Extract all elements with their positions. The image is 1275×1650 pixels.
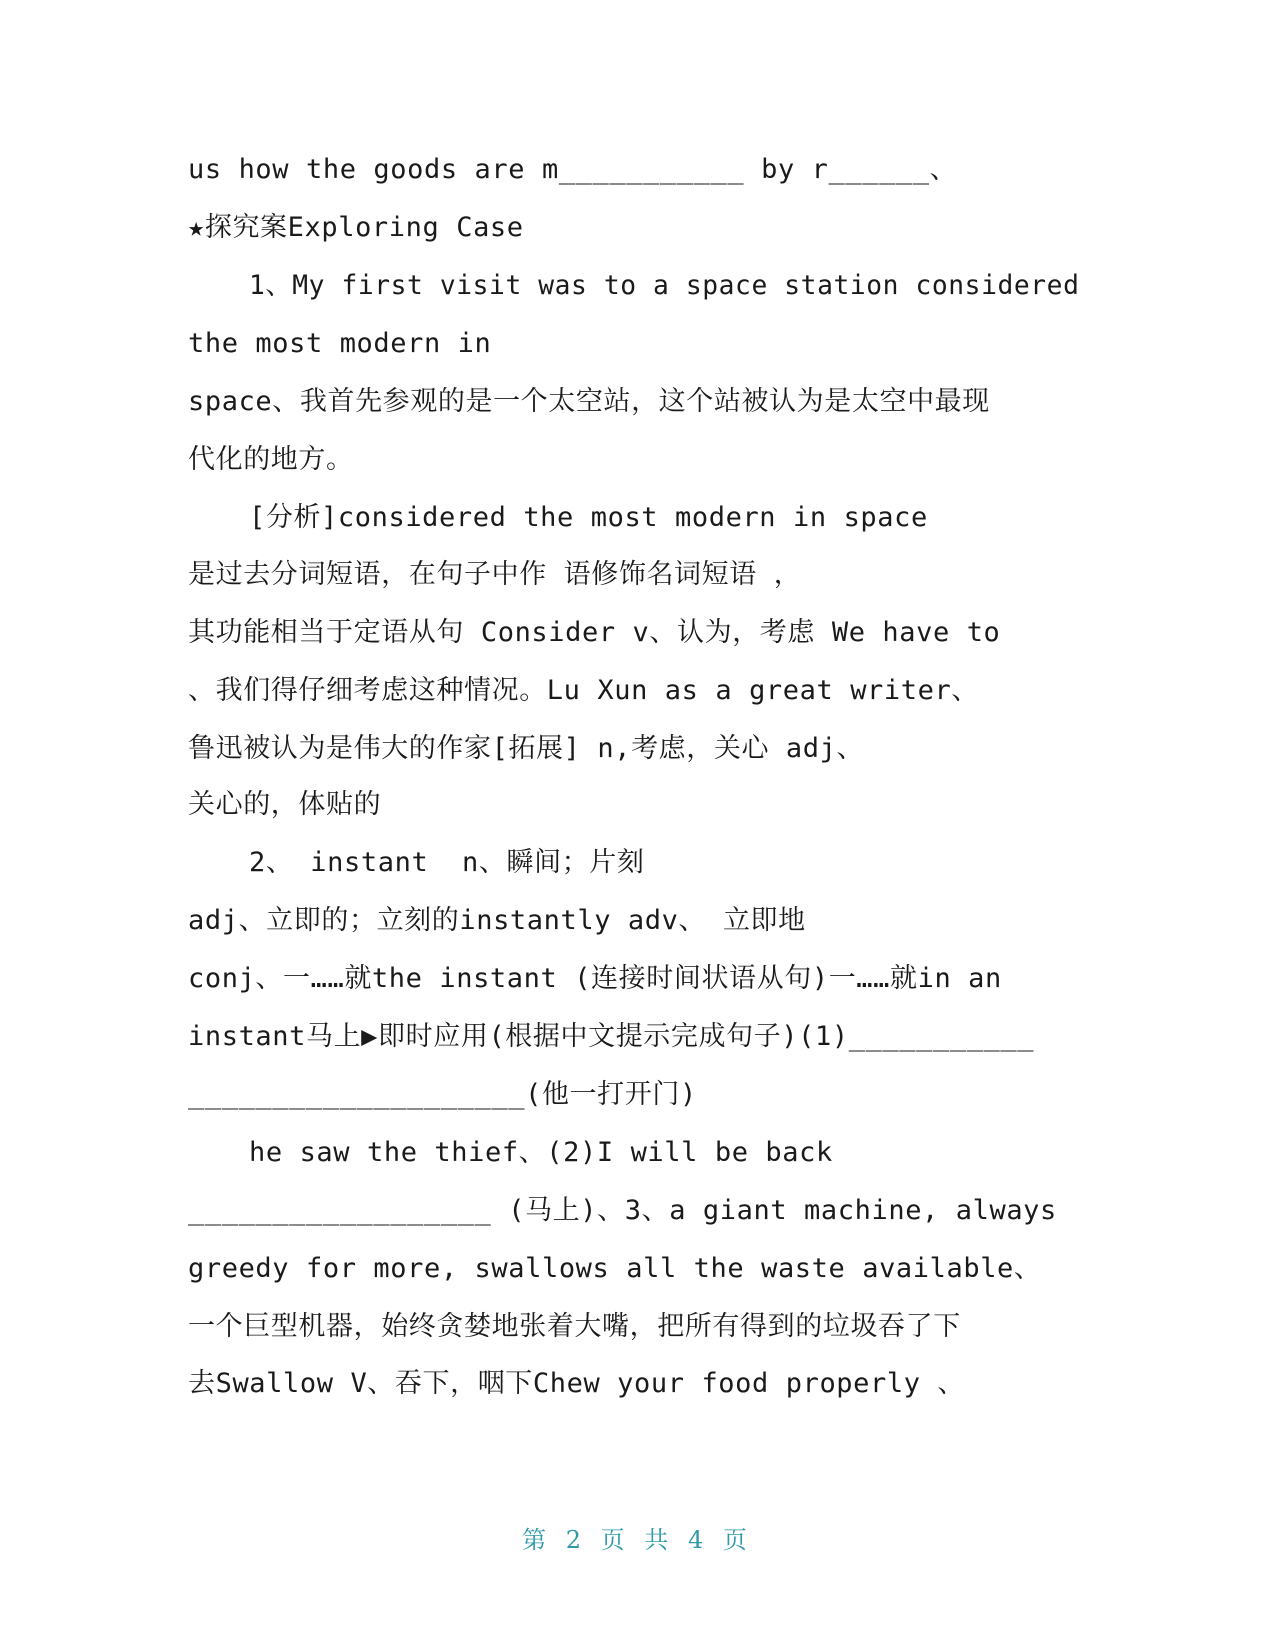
text-line-12: 关心的，体贴的 xyxy=(188,789,382,820)
text-line-20: greedy for more, swallows all the waste available、 xyxy=(188,1253,1042,1284)
section-heading-exploring-case: ★探究案Exploring Case xyxy=(188,212,524,243)
text-line-item-2: 2、 instant n、瞬间；片刻 xyxy=(249,847,645,878)
text-line-4: the most modern in xyxy=(188,328,492,359)
text-line-5: space、我首先参观的是一个太空站，这个站被认为是太空中最现 xyxy=(188,386,990,417)
text-line-19: __________________ (马上)、3、a giant machine, always xyxy=(188,1195,1057,1226)
text-line-17: ____________________(他一打开门) xyxy=(188,1079,697,1110)
text-line-18: he saw the thief、(2)I will be back xyxy=(249,1137,833,1168)
page-number-label: 第 2 页 共 4 页 xyxy=(522,1526,753,1554)
text-line-16: instant马上▶即时应用(根据中文提示完成句子)(1)___________ xyxy=(188,1021,1035,1052)
text-line-22: 去Swallow V、吞下，咽下Chew your food properly 、 xyxy=(188,1368,966,1399)
text-line-15: conj、一……就the instant (连接时间状语从句)一……就in an xyxy=(188,963,1002,994)
page-footer xyxy=(0,1524,1275,1556)
text-line-9: 其功能相当于定语从句 Consider v、认为，考虑 We have to xyxy=(188,617,1001,648)
text-line-21: 一个巨型机器，始终贪婪地张着大嘴，把所有得到的垃圾吞了下 xyxy=(188,1311,961,1342)
text-line-analysis: [分析]considered the most modern in space xyxy=(249,502,928,533)
text-line-item-1: 1、My first visit was to a space station considered xyxy=(249,270,1080,301)
text-line-11: 鲁迅被认为是伟大的作家[拓展] n,考虑，关心 adj、 xyxy=(188,733,865,764)
text-line-1: us how the goods are m___________ by r______、 xyxy=(188,154,958,185)
text-line-6: 代化的地方。 xyxy=(188,444,354,475)
text-line-10: 、我们得仔细考虑这种情况。Lu Xun as a great writer、 xyxy=(188,675,979,706)
text-line-14: adj、立即的；立刻的instantly adv、 立即地 xyxy=(188,905,806,936)
text-line-8: 是过去分词短语，在句子中作 语修饰名词短语 ， xyxy=(188,559,802,590)
